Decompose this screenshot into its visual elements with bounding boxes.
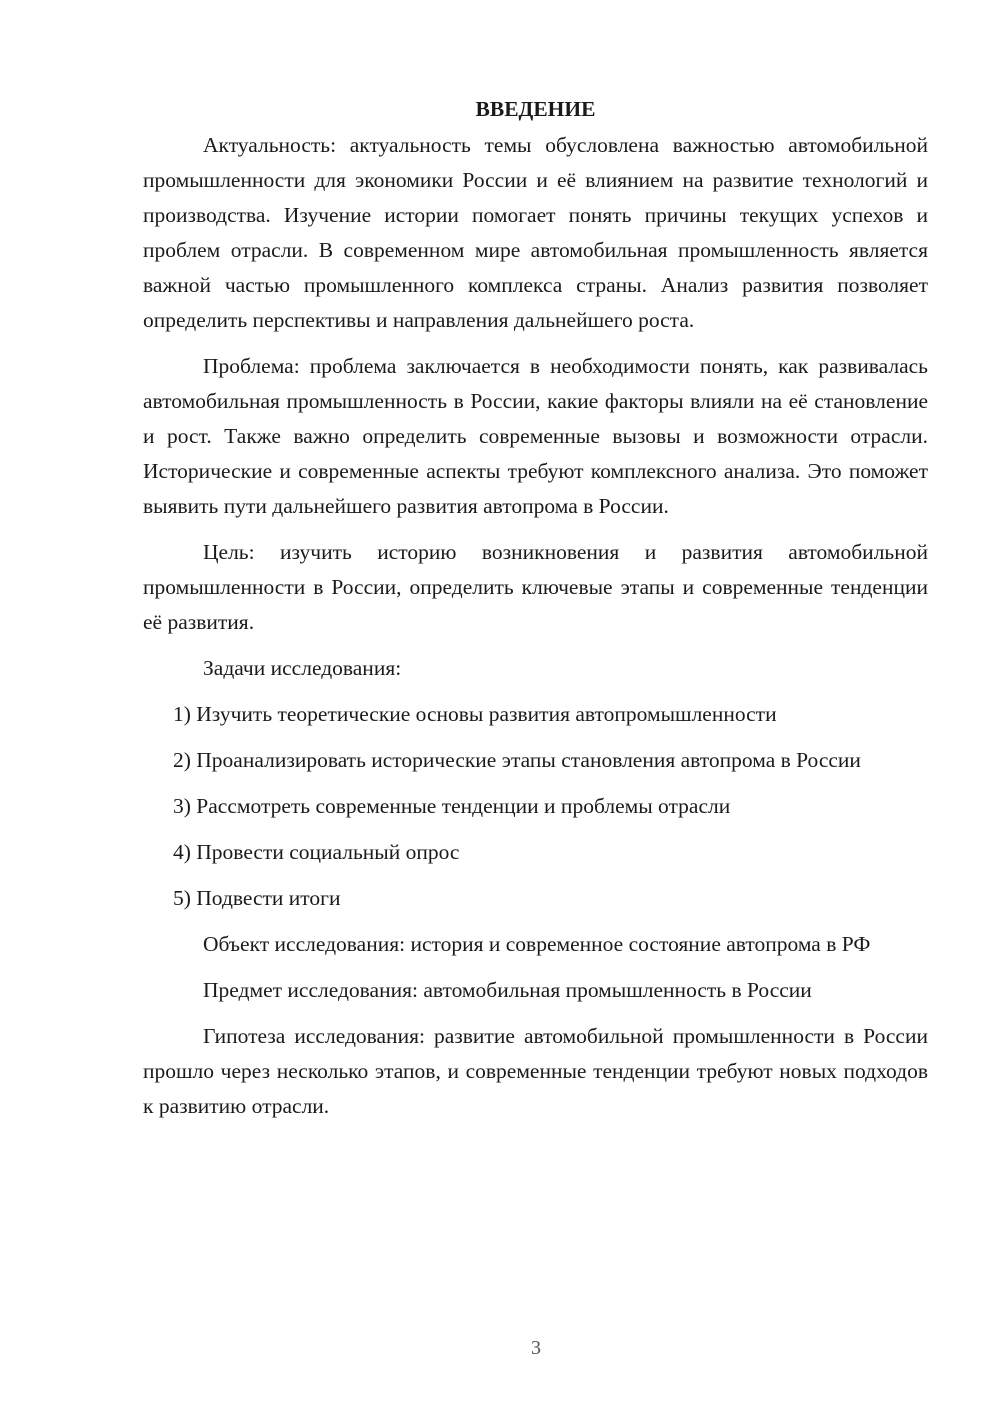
task-item-3: 3) Рассмотреть современные тенденции и проблемы отрасли	[173, 794, 731, 818]
hypothesis-paragraph: Гипотеза исследования: развитие автомобильной промышленности в России прошло через несколько этапов, и современные тенденции требуют новых подходов к развитию отрасли.	[143, 1024, 928, 1118]
task-item-2: 2) Проанализировать исторические этапы становления автопрома в России	[173, 748, 861, 772]
page-title: ВВЕДЕНИЕ	[475, 97, 596, 121]
object-paragraph: Объект исследования: история и современное состояние автопрома в РФ	[203, 932, 871, 956]
document-body	[143, 92, 928, 1135]
page-number: 3	[531, 1337, 541, 1359]
tasks-heading: Задачи исследования:	[203, 656, 402, 680]
relevance-paragraph: Актуальность: актуальность темы обусловлена важностью автомобильной промышленности для экономики России и её влиянием на развитие технологий и производства. Изучение истории помогает понять причины текущих успехов и проблем отрасли. В современном мире автомобильная промышленность является важной частью промышленного комплекса страны. Анализ развития позволяет определить перспективы и направления дальнейшего роста.	[143, 133, 928, 332]
task-item-5: 5) Подвести итоги	[173, 886, 341, 910]
subject-paragraph: Предмет исследования: автомобильная промышленность в России	[203, 978, 812, 1002]
problem-paragraph: Проблема: проблема заключается в необходимости понять, как развивалась автомобильная промышленность в России, какие факторы влияли на её становление и рост. Также важно определить современные вызовы и возможности отрасли. Исторические и современные аспекты требуют комплексного анализа. Это поможет выявить пути дальнейшего развития автопрома в России.	[143, 354, 928, 518]
task-item-4: 4) Провести социальный опрос	[173, 840, 460, 864]
task-item-1: 1) Изучить теоретические основы развития автопромышленности	[173, 702, 777, 726]
goal-paragraph: Цель: изучить историю возникновения и развития автомобильной промышленности в России, определить ключевые этапы и современные тенденции её развития.	[143, 540, 928, 634]
